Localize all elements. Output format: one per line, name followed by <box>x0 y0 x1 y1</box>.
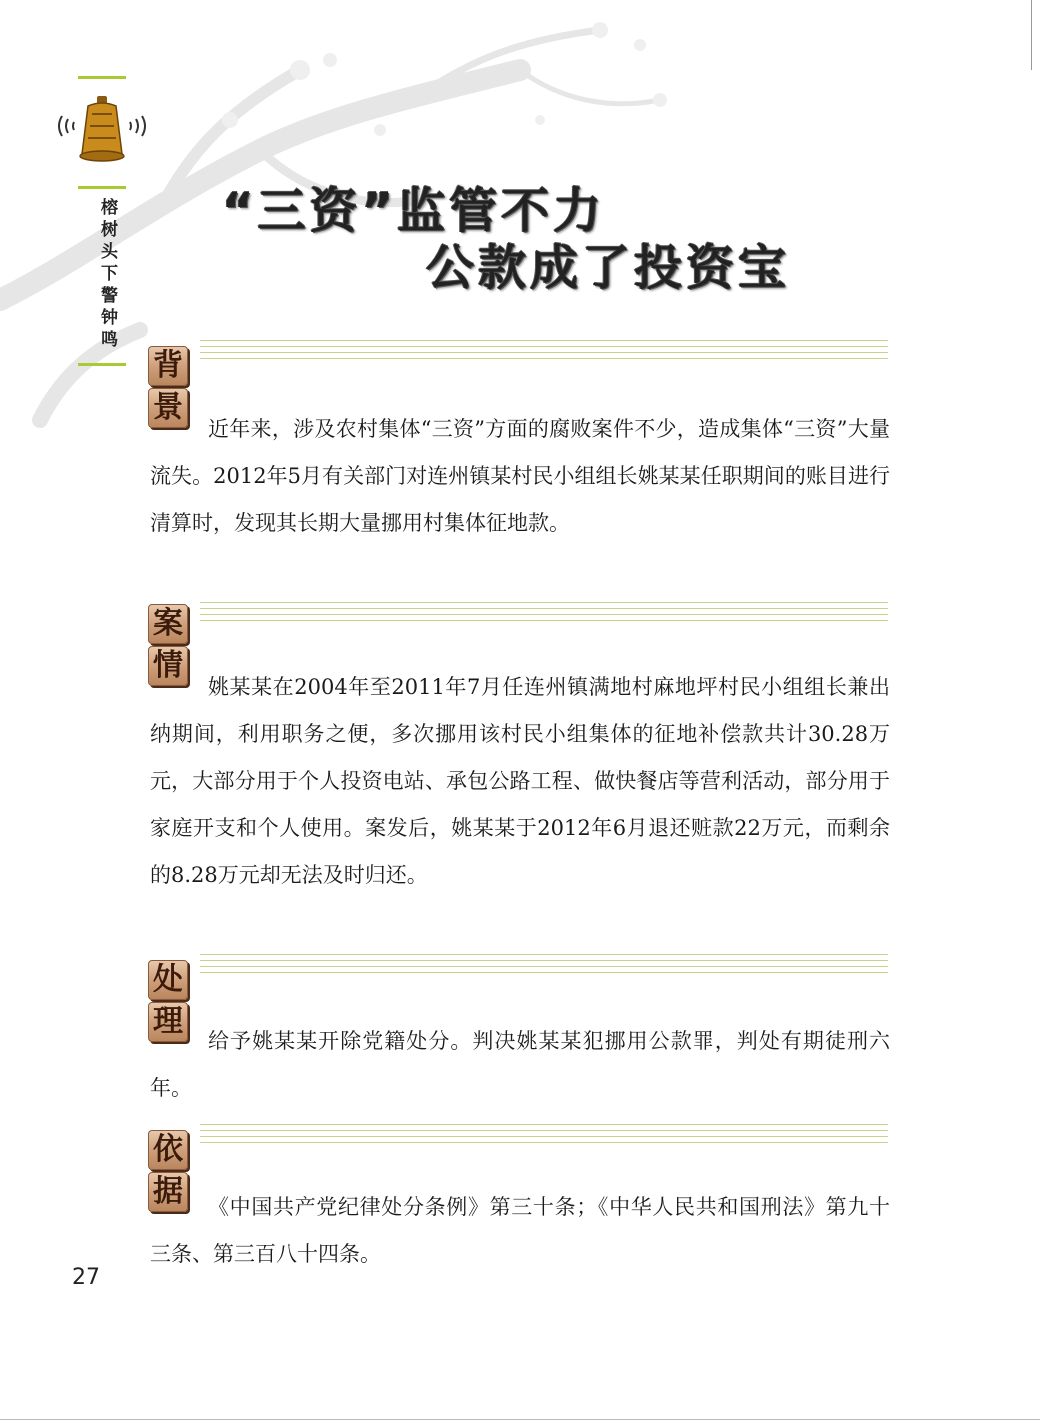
section-text-case: 姚某某在2004年至2011年7月任连州镇满地村麻地坪村民小组组长兼出纳期间，利用职务之便，多次挪用该村民小组集体的征地补偿款共计30.28万元，大部分用于个人投资电站、承包公路工程、做快餐店等营利活动，部分用于家庭开支和个人使用。案发后，姚某某于2012年6月退还赃款22万元，而剩余的8.28万元却无法及时归还。 <box>150 675 890 887</box>
section-text-basis: 《中国共产党纪律处分条例》第三十条；《中华人民共和国刑法》第九十三条、第三百八十四条。 <box>150 1195 890 1266</box>
bell-icon <box>52 92 152 172</box>
page-bottom-edge <box>0 1419 1040 1420</box>
badge-char: 依 <box>148 1130 188 1170</box>
article-title-line1: “三资”监管不力 <box>222 183 606 239</box>
badge-char: 情 <box>148 646 188 686</box>
badge-char: 据 <box>148 1172 188 1212</box>
series-vertical-title: 榕树头下警钟鸣 <box>97 198 117 352</box>
section-rule <box>200 340 888 364</box>
badge-char: 背 <box>148 346 188 386</box>
badge-char: 景 <box>148 388 188 428</box>
badge-char: 案 <box>148 604 188 644</box>
section-rule <box>200 602 888 626</box>
section-rule <box>200 954 888 978</box>
crop-mark <box>1031 0 1032 70</box>
section-rule <box>200 1124 888 1148</box>
page-number: 27 <box>72 1265 100 1290</box>
section-text-background: 近年来，涉及农村集体“三资”方面的腐败案件不少，造成集体“三资”大量流失。2012年5月有关部门对连州镇某村民小组组长姚某某任职期间的账目进行清算时，发现其长期大量挪用村集体征地款。 <box>150 417 890 535</box>
badge-char: 理 <box>148 1002 188 1042</box>
green-divider-middle <box>78 186 126 189</box>
section-text-handling: 给予姚某某开除党籍处分。判决姚某某犯挪用公款罪，判处有期徒刑六年。 <box>150 1029 890 1100</box>
badge-char: 处 <box>148 960 188 1000</box>
green-divider-top <box>78 76 126 79</box>
article-title-line2: 公款成了投资宝 <box>426 240 791 296</box>
green-divider-bottom <box>78 363 126 366</box>
